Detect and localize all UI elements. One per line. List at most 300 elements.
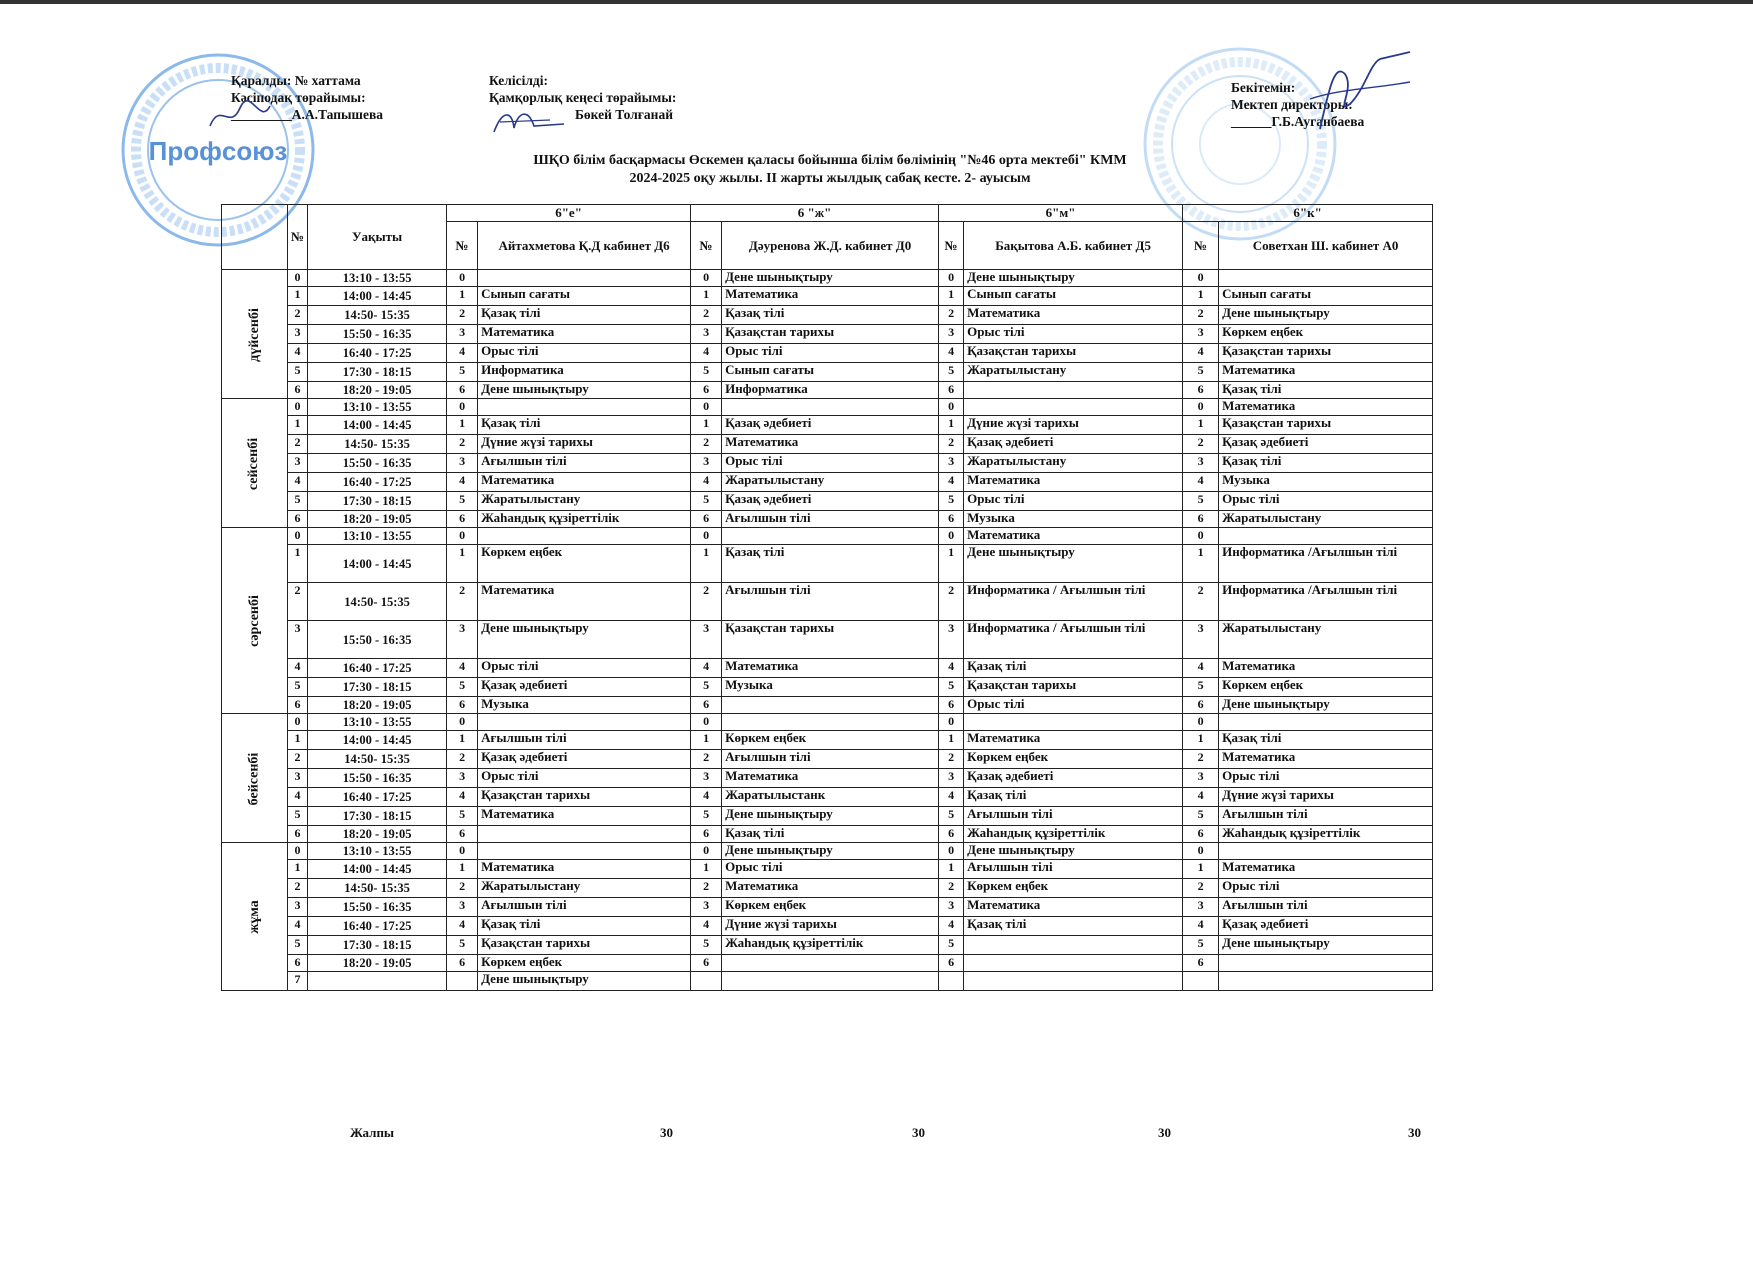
lesson-number: 2 <box>288 583 308 621</box>
cell-subject <box>964 399 1183 416</box>
cell-lesson-number: 1 <box>691 416 722 435</box>
lesson-number: 0 <box>288 843 308 860</box>
lesson-number: 3 <box>288 325 308 344</box>
lesson-time: 14:00 - 14:45 <box>308 860 447 879</box>
cell-subject: Көркем еңбек <box>1219 678 1433 697</box>
class-name-header: 6"е" <box>447 205 691 222</box>
cell-lesson-number: 4 <box>1183 473 1219 492</box>
cell-lesson-number: 2 <box>1183 750 1219 769</box>
cell-lesson-number: 5 <box>691 936 722 955</box>
cell-subject: Көркем еңбек <box>1219 325 1433 344</box>
cell-subject: Қазақ әдебиеті <box>1219 435 1433 454</box>
lesson-no-header: № <box>447 222 478 270</box>
schedule-title-line1: ШҚО білім басқармасы Өскемен қаласы бойынша білім бөлімінің "№46 орта мектебі" КММ <box>533 153 1127 168</box>
cell-subject: Математика <box>1219 659 1433 678</box>
cell-lesson-number: 0 <box>691 528 722 545</box>
cell-lesson-number: 6 <box>1183 511 1219 528</box>
table-row <box>222 879 1433 898</box>
cell-subject: Қазақ әдебиеті <box>1219 917 1433 936</box>
lesson-number: 0 <box>288 270 308 287</box>
cell-subject: Сынып сағаты <box>1219 287 1433 306</box>
cell-lesson-number: 3 <box>447 325 478 344</box>
cell-subject <box>722 714 939 731</box>
cell-subject: Қазақ тілі <box>964 788 1183 807</box>
cell-lesson-number: 1 <box>939 545 964 583</box>
lesson-number: 1 <box>288 287 308 306</box>
cell-lesson-number: 6 <box>1183 826 1219 843</box>
cell-subject <box>964 972 1183 991</box>
cell-lesson-number: 4 <box>447 788 478 807</box>
cell-lesson-number: 1 <box>447 287 478 306</box>
cell-lesson-number: 4 <box>939 788 964 807</box>
cell-subject: Сынып сағаты <box>964 287 1183 306</box>
cell-subject: Дене шынықтыру <box>478 972 691 991</box>
lesson-time: 14:00 - 14:45 <box>308 416 447 435</box>
cell-lesson-number: 2 <box>447 435 478 454</box>
cell-subject: Көркем еңбек <box>964 750 1183 769</box>
cell-subject <box>478 270 691 287</box>
schedule-title-line2: 2024-2025 оқу жылы. ІІ жарты жылдық сабақ кесте. 2- ауысым <box>629 171 1031 186</box>
cell-subject: Ағылшын тілі <box>478 454 691 473</box>
cell-subject <box>964 936 1183 955</box>
cell-subject: Жаратылыстану <box>1219 621 1433 659</box>
cell-lesson-number: 4 <box>691 917 722 936</box>
cell-lesson-number: 2 <box>939 583 964 621</box>
cell-lesson-number: 5 <box>939 678 964 697</box>
cell-lesson-number: 0 <box>939 528 964 545</box>
cell-lesson-number: 3 <box>939 898 964 917</box>
cell-subject <box>1219 528 1433 545</box>
cell-lesson-number: 0 <box>691 270 722 287</box>
lesson-time: 18:20 - 19:05 <box>308 382 447 399</box>
lesson-number: 3 <box>288 454 308 473</box>
cell-lesson-number: 6 <box>939 955 964 972</box>
cell-subject: Қазақстан тарихы <box>478 788 691 807</box>
lesson-no-header: № <box>691 222 722 270</box>
cell-subject: Орыс тілі <box>964 325 1183 344</box>
cell-lesson-number: 3 <box>1183 621 1219 659</box>
day-label <box>222 714 288 843</box>
lesson-number: 4 <box>288 659 308 678</box>
cell-subject: Ағылшын тілі <box>1219 898 1433 917</box>
cell-lesson-number: 6 <box>447 826 478 843</box>
cell-lesson-number: 3 <box>939 769 964 788</box>
cell-lesson-number: 4 <box>447 344 478 363</box>
lesson-number: 7 <box>288 972 308 991</box>
total-label: Жалпы <box>350 1125 395 1140</box>
table-row <box>222 714 1433 731</box>
lesson-no-header: № <box>939 222 964 270</box>
cell-subject: Дене шынықтыру <box>478 621 691 659</box>
cell-subject: Қазақстан тарихы <box>1219 416 1433 435</box>
cell-lesson-number: 0 <box>939 270 964 287</box>
cell-subject: Математика <box>478 583 691 621</box>
approval-union-line3: _________А.А.Тапышева <box>231 107 383 122</box>
table-row <box>222 788 1433 807</box>
cell-lesson-number: 6 <box>447 697 478 714</box>
lesson-time: 13:10 - 13:55 <box>308 528 447 545</box>
cell-subject: Дене шынықтыру <box>964 843 1183 860</box>
table-row <box>222 843 1433 860</box>
cell-lesson-number: 2 <box>447 750 478 769</box>
cell-subject: Көркем еңбек <box>964 879 1183 898</box>
table-row <box>222 678 1433 697</box>
cell-subject: Қазақ тілі <box>478 306 691 325</box>
table-row <box>222 826 1433 843</box>
cell-lesson-number: 6 <box>691 955 722 972</box>
lesson-time: 17:30 - 18:15 <box>308 363 447 382</box>
cell-subject: Информатика / Ағылшын тілі <box>964 583 1183 621</box>
cell-lesson-number: 4 <box>939 917 964 936</box>
lesson-number: 0 <box>288 714 308 731</box>
table-row <box>222 287 1433 306</box>
cell-lesson-number: 3 <box>447 621 478 659</box>
cell-lesson-number: 1 <box>1183 287 1219 306</box>
table-row <box>222 511 1433 528</box>
cell-lesson-number: 4 <box>1183 344 1219 363</box>
cell-subject: Орыс тілі <box>964 697 1183 714</box>
cell-lesson-number: 1 <box>939 287 964 306</box>
lesson-number: 6 <box>288 382 308 399</box>
scan-edge <box>0 0 1753 4</box>
cell-lesson-number: 0 <box>939 843 964 860</box>
cell-lesson-number: 0 <box>1183 528 1219 545</box>
cell-subject: Орыс тілі <box>964 492 1183 511</box>
lesson-number: 5 <box>288 936 308 955</box>
cell-subject: Ағылшын тілі <box>1219 807 1433 826</box>
cell-subject <box>1219 843 1433 860</box>
cell-subject: Қазақстан тарихы <box>722 621 939 659</box>
cell-subject <box>1219 972 1433 991</box>
lesson-time: 16:40 - 17:25 <box>308 788 447 807</box>
cell-subject: Ағылшын тілі <box>722 750 939 769</box>
lesson-time: 15:50 - 16:35 <box>308 325 447 344</box>
cell-lesson-number: 0 <box>447 843 478 860</box>
total-6e: 30 <box>660 1125 673 1140</box>
cell-lesson-number: 5 <box>691 363 722 382</box>
lesson-number: 6 <box>288 511 308 528</box>
cell-subject: Қазақ тілі <box>1219 382 1433 399</box>
lesson-time: 14:00 - 14:45 <box>308 287 447 306</box>
cell-subject: Ағылшын тілі <box>478 898 691 917</box>
cell-lesson-number: 3 <box>691 769 722 788</box>
cell-lesson-number: 6 <box>447 955 478 972</box>
cell-subject: Жаһандық құзіреттілік <box>1219 826 1433 843</box>
lesson-number: 1 <box>288 860 308 879</box>
cell-lesson-number: 2 <box>691 435 722 454</box>
lesson-time: 17:30 - 18:15 <box>308 678 447 697</box>
lesson-number: 1 <box>288 731 308 750</box>
day-name: жұма <box>246 900 262 934</box>
cell-lesson-number: 3 <box>939 454 964 473</box>
cell-subject: Дене шынықтыру <box>1219 697 1433 714</box>
lesson-number: 2 <box>288 750 308 769</box>
cell-subject: Сынып сағаты <box>722 363 939 382</box>
table-row <box>222 363 1433 382</box>
cell-lesson-number: 3 <box>691 898 722 917</box>
cell-subject <box>478 399 691 416</box>
cell-subject: Математика <box>478 860 691 879</box>
cell-lesson-number <box>691 972 722 991</box>
day-name: бейсенбі <box>246 752 262 805</box>
day-name: дүйсенбі <box>246 307 262 362</box>
cell-subject: Ағылшын тілі <box>964 860 1183 879</box>
cell-subject: Жаһандық құзіреттілік <box>722 936 939 955</box>
lesson-number: 6 <box>288 697 308 714</box>
cell-lesson-number: 1 <box>939 860 964 879</box>
table-row <box>222 399 1433 416</box>
cell-lesson-number: 5 <box>1183 678 1219 697</box>
cell-subject: Математика <box>478 807 691 826</box>
cell-subject: Қазақстан тарихы <box>964 344 1183 363</box>
table-row <box>222 697 1433 714</box>
cell-lesson-number: 4 <box>691 788 722 807</box>
cell-subject: Дене шынықтыру <box>964 545 1183 583</box>
cell-subject <box>478 528 691 545</box>
lesson-no-header: № <box>1183 222 1219 270</box>
cell-subject: Көркем еңбек <box>478 545 691 583</box>
cell-subject: Сынып сағаты <box>478 287 691 306</box>
cell-subject: Математика <box>722 435 939 454</box>
table-row <box>222 492 1433 511</box>
lesson-number: 0 <box>288 399 308 416</box>
lesson-time: 16:40 - 17:25 <box>308 917 447 936</box>
cell-lesson-number: 1 <box>1183 860 1219 879</box>
cell-lesson-number: 6 <box>691 697 722 714</box>
cell-lesson-number: 2 <box>1183 306 1219 325</box>
class-name-header: 6"к" <box>1183 205 1433 222</box>
cell-subject <box>722 955 939 972</box>
table-row <box>222 807 1433 826</box>
lesson-time: 18:20 - 19:05 <box>308 826 447 843</box>
cell-subject: Музыка <box>964 511 1183 528</box>
lesson-number: 6 <box>288 955 308 972</box>
cell-lesson-number: 2 <box>939 306 964 325</box>
cell-lesson-number: 2 <box>1183 435 1219 454</box>
cell-lesson-number: 3 <box>447 898 478 917</box>
lesson-number: 1 <box>288 545 308 583</box>
approval-union-line1: Қаралды: № хаттама <box>231 73 361 88</box>
cell-subject: Музыка <box>722 678 939 697</box>
cell-lesson-number: 4 <box>939 659 964 678</box>
schedule-title <box>430 152 1230 188</box>
table-row <box>222 325 1433 344</box>
cell-subject: Математика <box>722 659 939 678</box>
cell-subject: Информатика <box>478 363 691 382</box>
cell-lesson-number: 3 <box>939 621 964 659</box>
cell-subject: Математика <box>478 325 691 344</box>
cell-subject: Қазақ тілі <box>964 917 1183 936</box>
header-row-classes <box>222 205 1433 222</box>
cell-subject: Математика <box>964 731 1183 750</box>
cell-subject: Математика <box>964 898 1183 917</box>
class-name-header: 6"м" <box>939 205 1183 222</box>
cell-subject: Дене шынықтыру <box>1219 306 1433 325</box>
cell-subject: Орыс тілі <box>478 769 691 788</box>
cell-subject: Математика <box>964 306 1183 325</box>
cell-subject: Орыс тілі <box>478 344 691 363</box>
cell-lesson-number: 2 <box>1183 879 1219 898</box>
teacher-header: Бақытова А.Б. кабинет Д5 <box>964 222 1183 270</box>
cell-lesson-number: 4 <box>447 659 478 678</box>
total-6k: 30 <box>1408 1125 1421 1140</box>
table-row <box>222 769 1433 788</box>
cell-subject <box>964 382 1183 399</box>
cell-subject: Информатика <box>722 382 939 399</box>
approval-council-line2: Қамқорлық кеңесі төрайымы: <box>489 90 677 105</box>
cell-lesson-number: 1 <box>939 731 964 750</box>
cell-subject: Математика <box>1219 860 1433 879</box>
lesson-time: 14:00 - 14:45 <box>308 731 447 750</box>
cell-subject: Қазақ әдебиеті <box>964 435 1183 454</box>
cell-subject: Қазақ тілі <box>722 545 939 583</box>
cell-subject: Қазақстан тарихы <box>964 678 1183 697</box>
lesson-number: 2 <box>288 435 308 454</box>
lesson-time: 14:50- 15:35 <box>308 583 447 621</box>
cell-lesson-number: 6 <box>447 511 478 528</box>
lesson-time: 18:20 - 19:05 <box>308 697 447 714</box>
table-row <box>222 917 1433 936</box>
table-row <box>222 344 1433 363</box>
approval-director-line1: Бекітемін: <box>1231 80 1296 95</box>
day-label <box>222 270 288 399</box>
cell-lesson-number: 2 <box>691 750 722 769</box>
cell-subject: Жаратылыстану <box>1219 511 1433 528</box>
approval-union-line2: Кәсіподақ төрайымы: <box>231 90 366 105</box>
cell-lesson-number: 4 <box>447 473 478 492</box>
table-row <box>222 750 1433 769</box>
cell-lesson-number: 5 <box>1183 492 1219 511</box>
lesson-number: 5 <box>288 492 308 511</box>
cell-subject: Жаратылыстану <box>722 473 939 492</box>
lesson-number: 4 <box>288 917 308 936</box>
lesson-time: 15:50 - 16:35 <box>308 454 447 473</box>
lesson-time: 15:50 - 16:35 <box>308 898 447 917</box>
cell-lesson-number: 2 <box>447 583 478 621</box>
cell-subject: Көркем еңбек <box>478 955 691 972</box>
cell-subject: Орыс тілі <box>1219 769 1433 788</box>
table-row <box>222 659 1433 678</box>
cell-subject: Қазақ тілі <box>722 826 939 843</box>
cell-lesson-number: 0 <box>939 714 964 731</box>
cell-subject: Математика <box>722 879 939 898</box>
cell-lesson-number: 6 <box>447 382 478 399</box>
cell-subject: Информатика /Ағылшын тілі <box>1219 545 1433 583</box>
approval-council-line1: Келісілді: <box>489 73 548 88</box>
table-row <box>222 583 1433 621</box>
approval-council-line3: Бөкей Толғанай <box>575 107 673 122</box>
cell-subject: Қазақстан тарихы <box>478 936 691 955</box>
header-time: Уақыты <box>308 205 447 270</box>
cell-lesson-number: 2 <box>691 306 722 325</box>
cell-subject: Қазақ тілі <box>478 416 691 435</box>
cell-subject: Қазақ әдебиеті <box>722 416 939 435</box>
cell-subject: Қазақ тілі <box>722 306 939 325</box>
cell-subject: Жаратылыстану <box>478 492 691 511</box>
cell-lesson-number: 1 <box>447 416 478 435</box>
cell-subject <box>1219 955 1433 972</box>
cell-subject: Математика <box>722 287 939 306</box>
cell-subject: Орыс тілі <box>722 454 939 473</box>
cell-lesson-number: 0 <box>691 714 722 731</box>
cell-subject: Математика <box>1219 363 1433 382</box>
cell-lesson-number: 5 <box>939 807 964 826</box>
cell-lesson-number: 2 <box>447 306 478 325</box>
cell-lesson-number: 1 <box>447 860 478 879</box>
lesson-time: 18:20 - 19:05 <box>308 511 447 528</box>
cell-subject: Жаһандық құзіреттілік <box>964 826 1183 843</box>
cell-lesson-number: 5 <box>691 807 722 826</box>
cell-lesson-number: 3 <box>447 769 478 788</box>
cell-subject: Математика <box>1219 750 1433 769</box>
cell-subject: Информатика / Ағылшын тілі <box>964 621 1183 659</box>
lesson-time: 14:50- 15:35 <box>308 750 447 769</box>
lesson-number: 4 <box>288 788 308 807</box>
cell-subject: Математика <box>722 769 939 788</box>
cell-lesson-number: 3 <box>1183 325 1219 344</box>
lesson-number: 6 <box>288 826 308 843</box>
cell-subject: Дене шынықтыру <box>722 270 939 287</box>
cell-subject: Қазақ тілі <box>964 659 1183 678</box>
cell-subject: Қазақ тілі <box>1219 731 1433 750</box>
cell-subject <box>478 714 691 731</box>
cell-lesson-number: 1 <box>691 731 722 750</box>
lesson-time: 13:10 - 13:55 <box>308 270 447 287</box>
cell-subject: Қазақ тілі <box>478 917 691 936</box>
cell-lesson-number: 0 <box>691 843 722 860</box>
lesson-number: 5 <box>288 363 308 382</box>
lesson-time: 13:10 - 13:55 <box>308 399 447 416</box>
total-6zh: 30 <box>912 1125 925 1140</box>
cell-lesson-number: 6 <box>939 697 964 714</box>
cell-subject <box>964 714 1183 731</box>
table-row <box>222 435 1433 454</box>
cell-subject: Қазақстан тарихы <box>1219 344 1433 363</box>
table-row <box>222 731 1433 750</box>
cell-lesson-number: 2 <box>1183 583 1219 621</box>
cell-lesson-number: 5 <box>939 363 964 382</box>
table-row <box>222 898 1433 917</box>
cell-subject: Информатика /Ағылшын тілі <box>1219 583 1433 621</box>
header-day-blank <box>222 205 288 270</box>
cell-lesson-number: 6 <box>691 511 722 528</box>
cell-lesson-number: 4 <box>939 473 964 492</box>
cell-lesson-number: 6 <box>691 382 722 399</box>
cell-subject: Қазақ тілі <box>1219 454 1433 473</box>
cell-lesson-number: 5 <box>447 807 478 826</box>
cell-subject <box>722 972 939 991</box>
cell-subject: Қазақ әдебиеті <box>964 769 1183 788</box>
lesson-number: 3 <box>288 769 308 788</box>
cell-lesson-number: 0 <box>447 270 478 287</box>
cell-lesson-number: 5 <box>447 678 478 697</box>
cell-subject: Ағылшын тілі <box>478 731 691 750</box>
cell-lesson-number: 5 <box>447 363 478 382</box>
table-row <box>222 270 1433 287</box>
table-row <box>222 621 1433 659</box>
cell-lesson-number: 4 <box>1183 788 1219 807</box>
cell-subject: Көркем еңбек <box>722 731 939 750</box>
cell-subject: Дүние жүзі тарихы <box>964 416 1183 435</box>
cell-lesson-number: 6 <box>1183 955 1219 972</box>
teacher-header: Дәуренова Ж.Д. кабинет Д0 <box>722 222 939 270</box>
signature-union <box>205 96 275 136</box>
cell-lesson-number: 2 <box>939 879 964 898</box>
lesson-time: 15:50 - 16:35 <box>308 621 447 659</box>
lesson-time: 14:50- 15:35 <box>308 435 447 454</box>
cell-subject: Жаһандық құзіреттілік <box>478 511 691 528</box>
cell-lesson-number: 5 <box>939 492 964 511</box>
